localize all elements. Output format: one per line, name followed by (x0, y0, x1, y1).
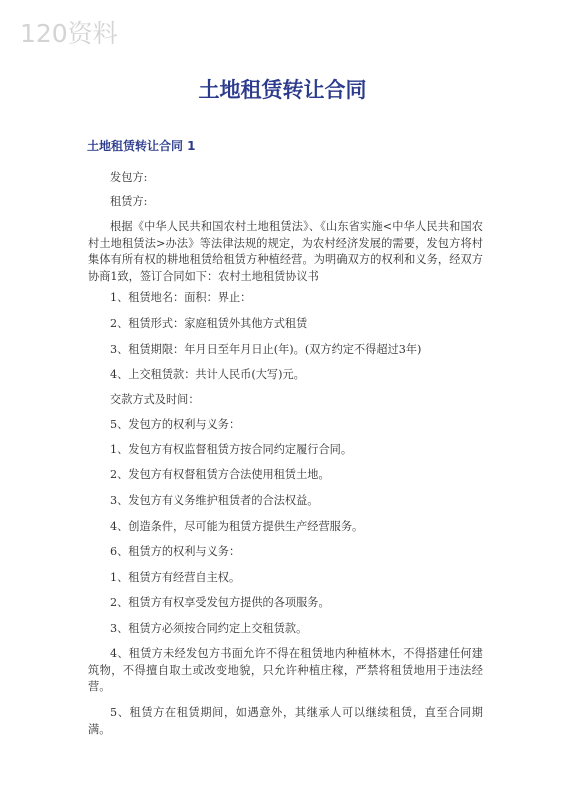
paragraph-clause: 交款方式及时间： (110, 393, 200, 406)
paragraph-clause: 3、租赁期限：年月日至年月日止(年)。(双方约定不得超过3年) (110, 343, 422, 356)
paragraph-clause: 3、发包方有义务维护租赁者的合法权益。 (110, 494, 319, 507)
paragraph-clause: 2、租赁方有权享受发包方提供的各项服务。 (110, 596, 330, 609)
watermark-logo: 120资料 (20, 19, 118, 48)
paragraph-clause: 4、创造条件，尽可能为租赁方提供生产经营服务。 (110, 520, 364, 533)
paragraph-clause: 3、租赁方必须按合同约定上交租赁款。 (110, 622, 308, 635)
paragraph-clause: 5、租赁方在租赁期间，如遇意外，其继承人可以继续租赁，直至合同期满。 (88, 706, 483, 736)
paragraph-clause: 4、上交租赁款：共计人民币(大写)元。 (110, 368, 305, 381)
paragraph-party-b: 租赁方: (110, 195, 148, 208)
paragraph-clause: 2、发包方有权督租赁方合法使用租赁土地。 (110, 468, 330, 481)
paragraph-preamble: 根据《中华人民共和国农村土地租赁法》、《山东省实施<中华人民共和国农村土地租赁法>办法》等法律法规的规定，为农村经济发展的需要，发包方将村集体有所有权的耕地租赁给租赁方种植经营。为明确双方的权利和义务，经双方协商1致，签订合同如下：农村土地租赁协议书 (88, 220, 483, 283)
paragraph-clause: 1、发包方有权监督租赁方按合同约定履行合同。 (110, 443, 353, 456)
paragraph-clause: 5、发包方的权利与义务： (110, 418, 241, 431)
paragraph-clause: 6、租赁方的权利与义务： (110, 545, 241, 558)
paragraph-clause: 1、租赁地名：面积：界止： (110, 291, 252, 304)
paragraph-party-a: 发包方: (110, 171, 148, 184)
paragraph-clause: 4、租赁方未经发包方书面允许不得在租赁地内种植林木，不得搭建任何建筑物，不得擅自取土或改变地貌，只允许种植庄稼，严禁将租赁地用于违法经营。 (88, 647, 483, 693)
document-title: 土地租赁转让合同 (198, 78, 367, 102)
paragraph-clause: 1、租赁方有经营自主权。 (110, 571, 241, 584)
section-heading: 土地租赁转让合同 1 (87, 139, 196, 153)
paragraph-clause: 2、租赁形式：家庭租赁外其他方式租赁 (110, 317, 308, 330)
